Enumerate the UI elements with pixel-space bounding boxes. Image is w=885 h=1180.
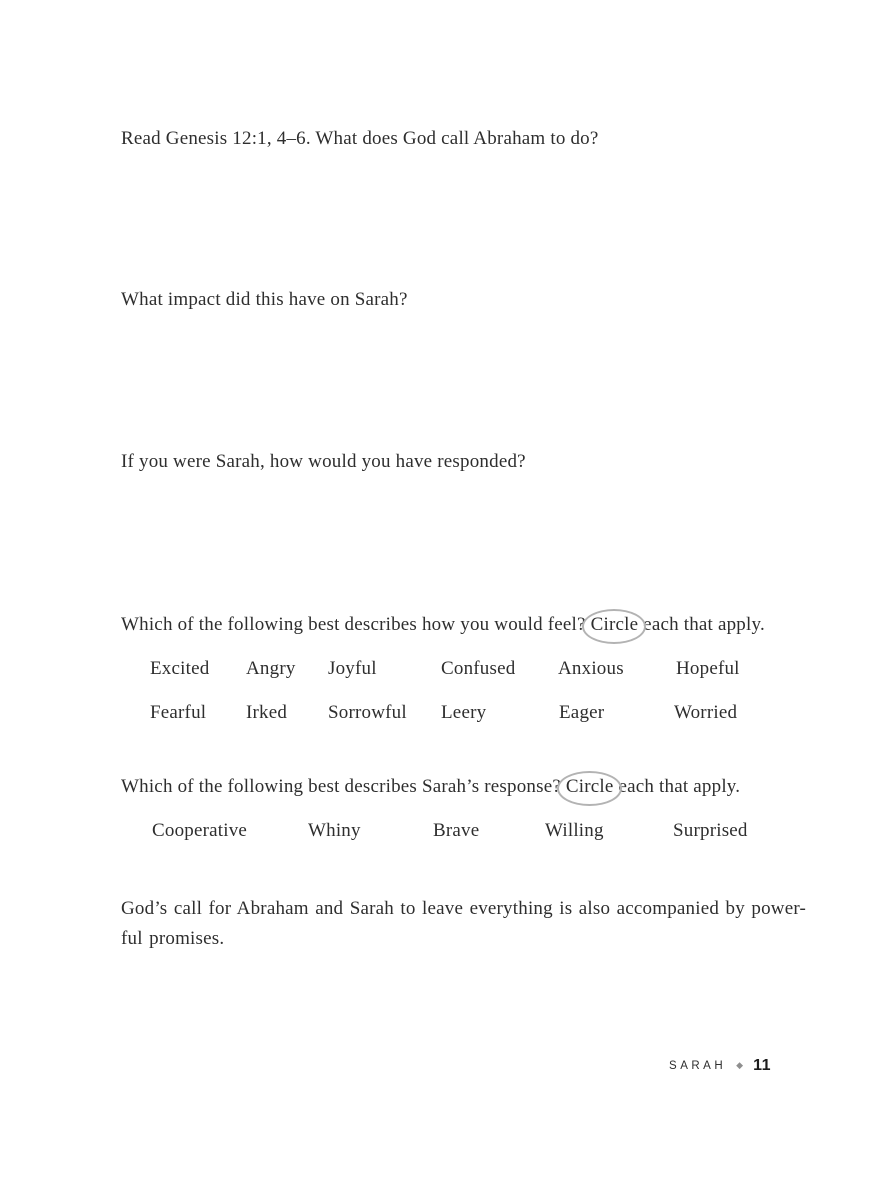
word-option-brave: Brave xyxy=(433,820,480,841)
word-option-joyful: Joyful xyxy=(328,658,377,679)
prompt-text-post: each that apply. xyxy=(638,614,765,635)
prompt-text-pre: Which of the following best describes how you would feel? xyxy=(121,614,591,635)
circled-word xyxy=(566,776,614,798)
prompt-text-pre: Which of the following best describes Sarah’s response? xyxy=(121,776,566,797)
circled-word-text: Circle xyxy=(565,776,614,797)
word-option-surprised: Surprised xyxy=(673,820,748,841)
question-read-genesis: Read Genesis 12:1, 4–6. What does God call Abraham to do? xyxy=(121,128,599,149)
closing-paragraph xyxy=(121,894,806,954)
word-option-confused: Confused xyxy=(441,658,516,679)
prompt-text-post: each that apply. xyxy=(613,776,741,797)
chapter-title: SARAH xyxy=(669,1060,727,1072)
paragraph-line-1: God’s call for Abraham and Sarah to leave everything is also accompanied by power- xyxy=(121,898,806,919)
diamond-icon: ◆ xyxy=(736,1060,744,1071)
page-number: 11 xyxy=(753,1057,771,1074)
page-footer xyxy=(669,1057,771,1075)
response-words-row xyxy=(0,820,885,844)
paragraph-line-2: ful promises. xyxy=(121,928,225,949)
word-option-hopeful: Hopeful xyxy=(676,658,740,679)
question-how-would-you-respond: If you were Sarah, how would you have responded? xyxy=(121,451,526,472)
feeling-words-row-2 xyxy=(0,702,885,726)
word-option-eager: Eager xyxy=(559,702,605,723)
word-option-worried: Worried xyxy=(674,702,738,723)
word-option-sorrowful: Sorrowful xyxy=(328,702,407,723)
word-option-fearful: Fearful xyxy=(150,702,207,723)
word-option-angry: Angry xyxy=(246,658,296,679)
word-option-leery: Leery xyxy=(441,702,487,723)
word-option-excited: Excited xyxy=(150,658,210,679)
prompt-how-you-would-feel xyxy=(121,614,765,636)
word-option-cooperative: Cooperative xyxy=(152,820,248,841)
word-option-anxious: Anxious xyxy=(558,658,624,679)
prompt-sarahs-response xyxy=(121,776,740,798)
feeling-words-row-1 xyxy=(0,658,885,682)
word-option-whiny: Whiny xyxy=(308,820,361,841)
word-option-willing: Willing xyxy=(545,820,604,841)
question-impact-on-sarah: What impact did this have on Sarah? xyxy=(121,289,408,310)
word-option-irked: Irked xyxy=(246,702,288,723)
circled-word xyxy=(591,614,639,636)
circled-word-text: Circle xyxy=(590,614,639,635)
